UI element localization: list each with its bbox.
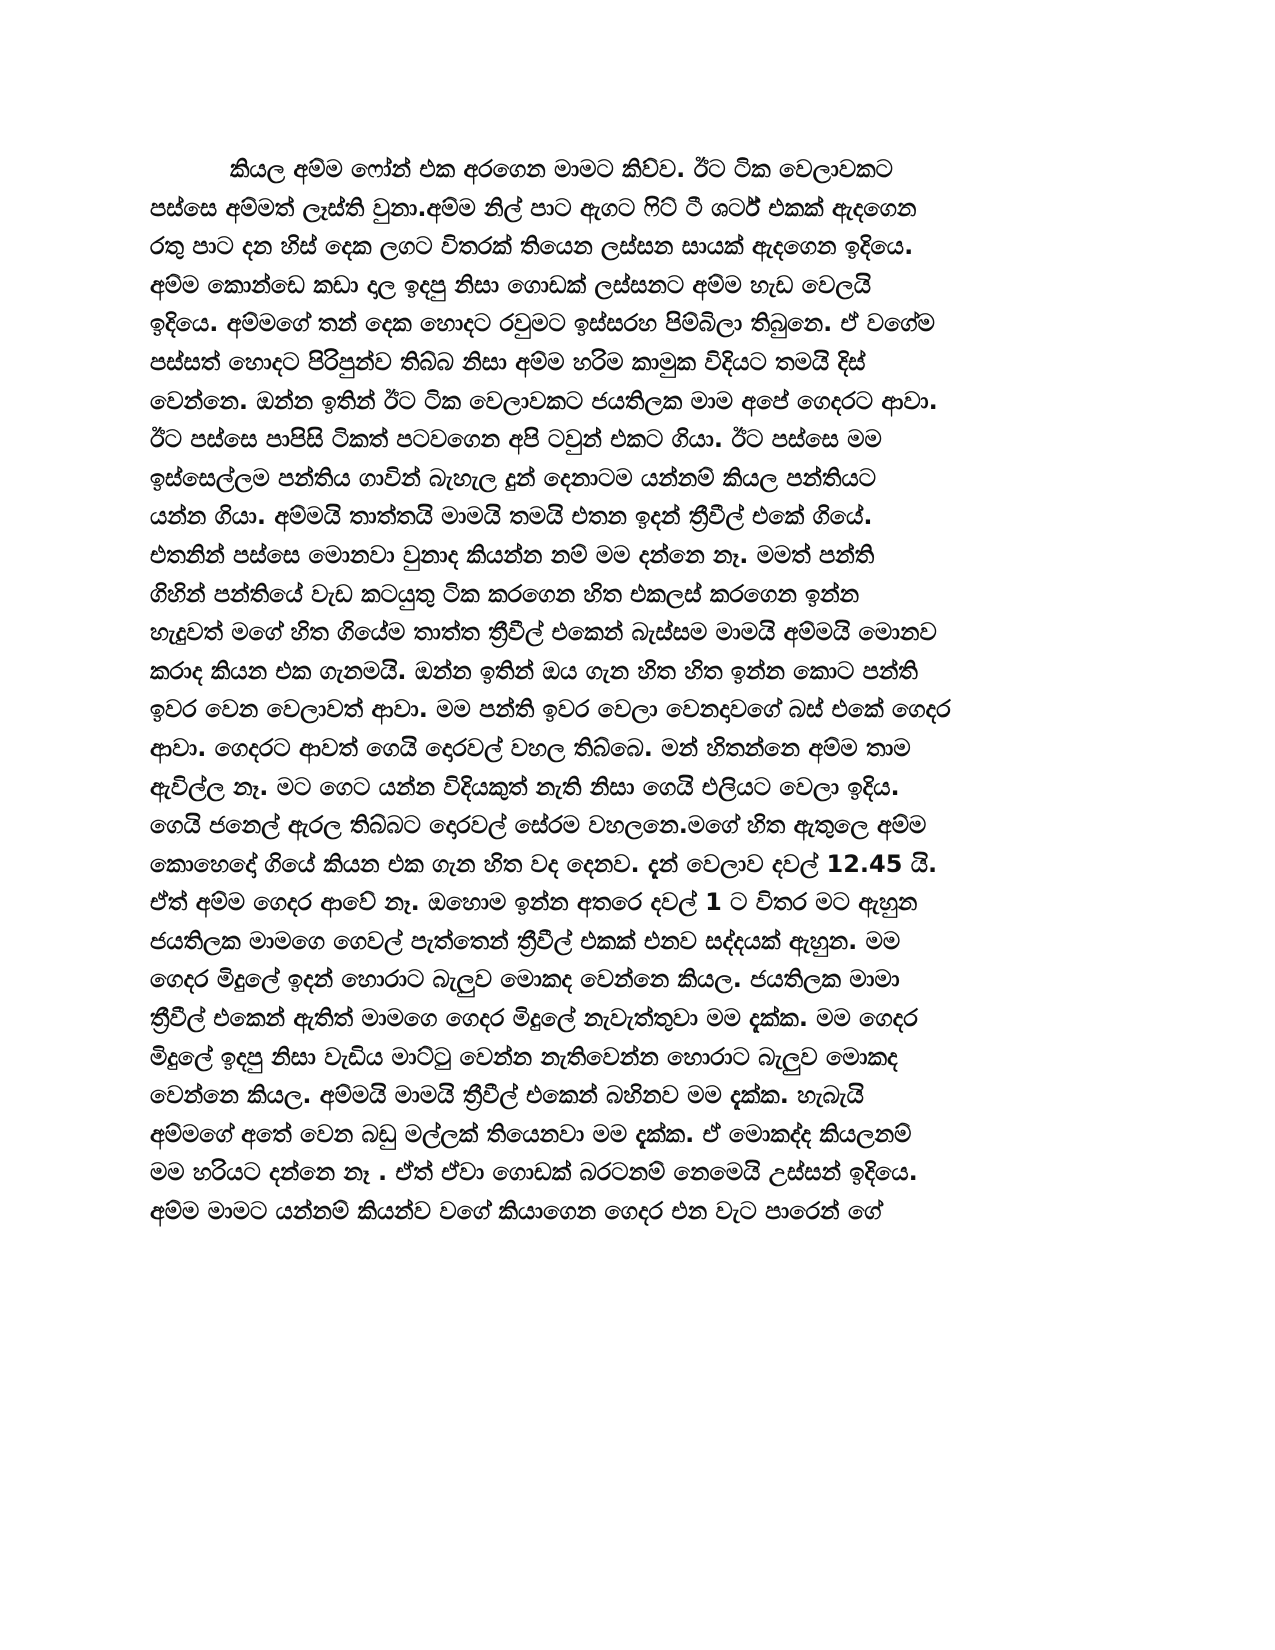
text-line-5: ඉදියෙ. අම්මගේ තන් දෙක හොදට රවුමට ඉස්සරහ පිම්බිලා තිබුනෙ. ඒ වගේම: [150, 309, 935, 338]
text-line-10: යන්න ගියා. අම්මයි තාත්තයි මාමයි තමයි එතන ඉදන් ත්‍රීවීල් එකේ ගියේ.: [150, 502, 873, 531]
text-line-24: මිදුලේ ඉදපු නිසා වැඩිය මාට්ටු වෙන්න නැතිවෙන්න හොරාට බැලුව මොකද: [150, 1042, 898, 1071]
text-line-25: වෙන්නෙ කියල. අම්මයි මාමයි ත්‍රීවීල් එකෙන් බහිනව මම දැක්ක. හැබැයි: [150, 1081, 864, 1110]
text-line-1: කියල අම්ම ෆෝන් එක අරගෙන මාමට කිව්ව. ඊට ටික වෙලාවකට: [230, 155, 893, 183]
text-line-16: ආවා. ගෙදරට ආවත් ගෙයි දොරවල් වහල තිබ්බෙ. මන් හිතන්නෙ අම්ම තාම: [150, 733, 911, 762]
text-line-27: මම හරියට දන්නෙ නෑ . ඒත් ඒවා ගොඩක් බරටනම් නෙමෙයි උස්සන් ඉදියෙ.: [150, 1158, 918, 1187]
text-line-11: එතනින් පස්සෙ මොනවා වුනාද කියන්න නම් මම දන්නෙ නෑ. මමත් පන්ති: [150, 540, 875, 569]
body-text: [150, 150, 1125, 1231]
text-line-6: පස්සත් හොදට පිරිපුන්ව තිබ්බ නිසා අම්ම හරිම කාමුක විදියට තමයි දිස්: [150, 347, 866, 376]
text-line-26: අම්මගේ අතේ වෙන බඩු මල්ලක් තියෙනවා මම දැක්ක. ඒ මොකද්ද කියලනම්: [150, 1119, 912, 1148]
text-line-23: ත්‍රීවීල් එකෙන් ඇතිත් මාමගෙ ගෙදර මිදුලේ නැවැත්තුවා මම දැක්ක. මම ගෙදර: [150, 1004, 918, 1033]
text-line-14: කරාද කියන එක ගැනමයි. ඔන්න ඉතින් ඔය ගැන හිත හිත ඉන්න කොට පන්ති: [150, 656, 918, 685]
text-line-22: ගෙදර මිදුලේ ඉදන් හොරාට බැලුව මොකද වෙන්නෙ කියල. ජයතිලක මාමා: [150, 965, 900, 994]
text-line-15: ඉවර වෙන වෙලාවත් ආවා. මම පන්ති ඉවර වෙලා වෙනදාවගේ බස් එකේ ගෙදර: [150, 695, 951, 724]
text-line-18: ගෙයි ජනෙල් ඇරල තිබ්බට දොරවල් සේරම වහලනෙ.මගේ හිත ඇතුලෙ අම්ම: [150, 811, 927, 840]
text-line-13: හැදුවත් මගේ හිත ගියේම තාත්ත ත්‍රීවීල් එකෙන් බැස්සම මාමයි අම්මයි මොනව: [150, 618, 937, 647]
text-line-3: රතු පාට දන හිස් දෙක ලගට විතරක් තියෙන ලස්සන සායක් ඇදගෙන ඉදියෙ.: [150, 232, 914, 261]
text-line-12: ගිහින් පන්තියේ වැඩ කටයුතු ටික කරගෙන හිත එකලස් කරගෙන ඉන්න: [150, 579, 860, 608]
text-line-21: ජයතිලක මාමගෙ ගෙවල් පැත්තෙන් ත්‍රීවීල් එකක් එනව සද්දයක් ඇහුන. මම: [150, 926, 901, 955]
text-line-28: අම්ම මාමට යන්නම් කියන්ව වගේ කියාගෙන ගෙදර එන වැට පාරෙන් ගේ: [150, 1197, 882, 1226]
text-line-4: අම්ම කොන්ඩෙ කඩා දාල ඉදපු නිසා ගොඩක් ලස්සනට අම්ම හැඩ වෙලයි: [150, 270, 871, 299]
text-line-20: ඒත් අම්ම ගෙදර ආවේ නෑ. ඔහොම ඉන්න අතරෙ දවල් 1 ට විතර මට ඇහුන: [150, 888, 918, 917]
text-line-8: ඊට පස්සෙ පාපිසි ටිකත් පටවගෙන අපි ටවුන් එකට ගියා. ඊට පස්සෙ මම: [150, 425, 882, 454]
text-line-7: වෙන්නෙ. ඔන්න ඉතින් ඊට ටික වෙලාවකට ජයතිලක මාම අපේ ගෙදරට ආවා.: [150, 386, 938, 415]
text-line-9: ඉස්සෙල්ලම පන්තිය ගාවින් බැහැල දුන් දෙනාටම යන්නම් කියල පන්තියට: [150, 463, 876, 492]
text-line-19: කොහෙදෝ ගියේ කියන එක ගැන හිත වද දෙනව. දැන් වෙලාව දවල් 12.45 යි.: [150, 849, 938, 878]
text-line-17: ඇවිල්ල නෑ. මට ගෙට යන්න විදියකුත් නැති නිසා ගෙයි එලියට වෙලා ඉදිය.: [150, 772, 900, 801]
text-line-2: පස්සෙ අම්මත් ලෑස්ති වුනා.අම්ම නිල් පාට ඇගට ෆිට් ටී ශර්ට් එකක් ඇදගෙන: [150, 193, 917, 222]
